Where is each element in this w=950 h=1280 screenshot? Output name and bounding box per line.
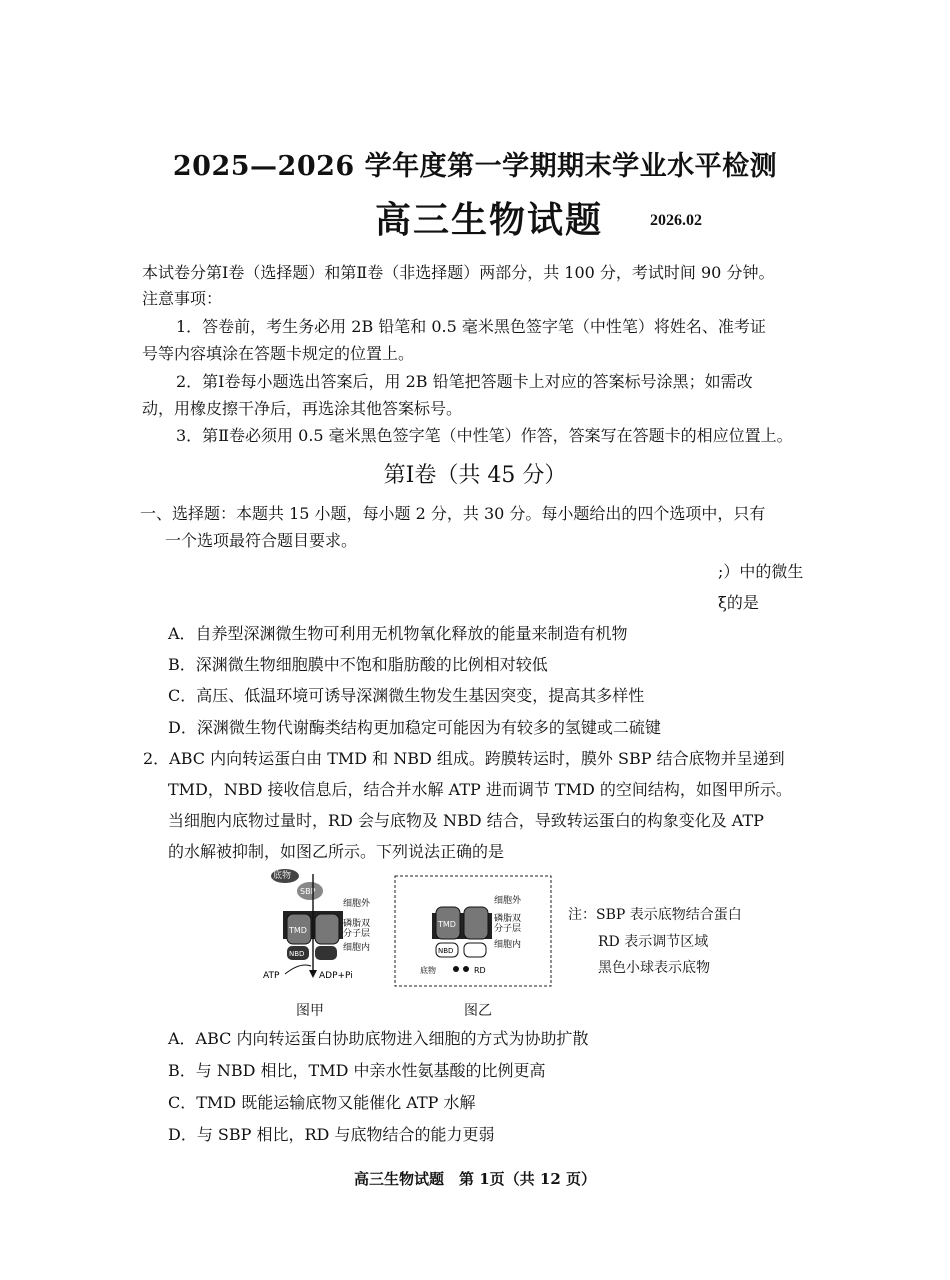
substrate-label: 底物 (420, 966, 436, 975)
bilayer-label-1: 磷脂双 (494, 914, 522, 924)
outside-label: 细胞外 (494, 896, 522, 906)
q1-option-a: A．自养型深渊微生物可利用无机物氧化释放的能量来制造有机物 (168, 624, 628, 643)
nbd-label: NBD (289, 950, 305, 958)
arrow-head (309, 970, 317, 978)
figure-note-1: 注：SBP 表示底物结合蛋白 (568, 907, 742, 923)
section-instruction-a: 一、选择题：本题共 15 小题，每小题 2 分，共 30 分。每小题给出的四个选项中，只有 (140, 504, 766, 523)
bilayer-label-1: 磷脂双 (343, 919, 371, 929)
tmd-right (464, 907, 488, 939)
outside-label: 细胞外 (343, 899, 371, 909)
intro-line: 本试卷分第Ⅰ卷（选择题）和第Ⅱ卷（非选择题）两部分，共 100 分，考试时间 90 分钟。 (142, 263, 775, 282)
q1-fragment-2: ξ的是 (718, 593, 759, 612)
q1-fragment-1: ;）中的微生 (718, 562, 804, 581)
q2-option-b: B．与 NBD 相比，TMD 中亲水性氨基酸的比例更高 (168, 1061, 546, 1080)
note-3: 3．第Ⅱ卷必须用 0.5 毫米黑色签字笔（中性笔）作答，答案写在答题卡的相应位置上。 (176, 426, 793, 445)
figure-jia (255, 866, 395, 988)
substrate-ball (463, 966, 469, 972)
q2-option-c: C．TMD 既能运输底物又能催化 ATP 水解 (168, 1093, 476, 1112)
exam-title: 2025—2026 学年度第一学期期末学业水平检测 (172, 151, 778, 182)
figure-note-3: 黑色小球表示底物 (598, 960, 710, 976)
tmd-right (315, 914, 339, 944)
tmd-label: TMD (289, 926, 307, 935)
figure-yi-caption: 图乙 (464, 1003, 492, 1019)
nbd-right (315, 946, 337, 960)
q2-option-a: A．ABC 内向转运蛋白协助底物进入细胞的方式为协助扩散 (168, 1029, 589, 1048)
adp-label: ADP+Pi (319, 971, 353, 981)
tmd-label: TMD (438, 920, 456, 929)
q1-option-b: B．深渊微生物细胞膜中不饱和脂肪酸的比例相对较低 (168, 655, 548, 674)
q2-stem-3: 当细胞内底物过量时，RD 会与底物及 NBD 结合，导致转运蛋白的构象变化及 ATP (168, 811, 764, 830)
nbd-label: NBD (438, 947, 454, 955)
substrate-ball (453, 966, 459, 972)
figure-jia-caption: 图甲 (296, 1003, 324, 1019)
sbp-label: SBP (300, 887, 316, 896)
q2-stem-1: 2．ABC 内向转运蛋白由 TMD 和 NBD 组成。跨膜转运时，膜外 SBP 结合底物并呈递到 (143, 749, 785, 768)
atp-label: ATP (263, 971, 280, 981)
bilayer-label-2: 分子层 (494, 924, 522, 934)
q2-option-d: D．与 SBP 相比，RD 与底物结合的能力更弱 (168, 1125, 495, 1144)
page-footer: 高三生物试题 第 1页（共 12 页） (354, 1170, 596, 1188)
note-1b: 号等内容填涂在答题卡规定的位置上。 (142, 344, 415, 363)
inside-label: 细胞内 (343, 943, 371, 953)
exam-date: 2026.02 (650, 212, 702, 229)
nbd-right (464, 943, 486, 957)
bilayer-label-2: 分子层 (343, 929, 371, 939)
notes-title: 注意事项： (142, 289, 223, 308)
atp-curve (285, 965, 311, 974)
subject-title: 高三生物试题 (375, 199, 604, 241)
inside-label: 细胞内 (494, 940, 522, 950)
note-1a: 1．答卷前，考生务必用 2B 铅笔和 0.5 毫米黑色签字笔（中性笔）将姓名、准考证 (176, 317, 766, 336)
q1-option-c: C．高压、低温环境可诱导深渊微生物发生基因突变，提高其多样性 (168, 686, 645, 705)
section-instruction-b: 一个选项最符合题目要求。 (165, 531, 358, 550)
section-title: 第Ⅰ卷（共 45 分） (383, 463, 567, 488)
q2-stem-2: TMD，NBD 接收信息后，结合并水解 ATP 进而调节 TMD 的空间结构，如图甲所示。 (168, 780, 792, 799)
q1-option-d: D．深渊微生物代谢酶类结构更加稳定可能因为有较多的氢键或二硫键 (168, 718, 661, 737)
note-2a: 2．第Ⅰ卷每小题选出答案后，用 2B 铅笔把答题卡上对应的答案标号涂黑；如需改 (176, 372, 753, 391)
q2-stem-4: 的水解被抑制，如图乙所示。下列说法正确的是 (168, 842, 505, 861)
substrate-label: 底物 (273, 871, 292, 881)
figure-note-2: RD 表示调节区域 (598, 934, 709, 950)
rd-label: RD (474, 966, 486, 975)
note-2b: 动，用橡皮擦干净后，再选涂其他答案标号。 (142, 399, 463, 418)
figure-yi (394, 875, 552, 987)
